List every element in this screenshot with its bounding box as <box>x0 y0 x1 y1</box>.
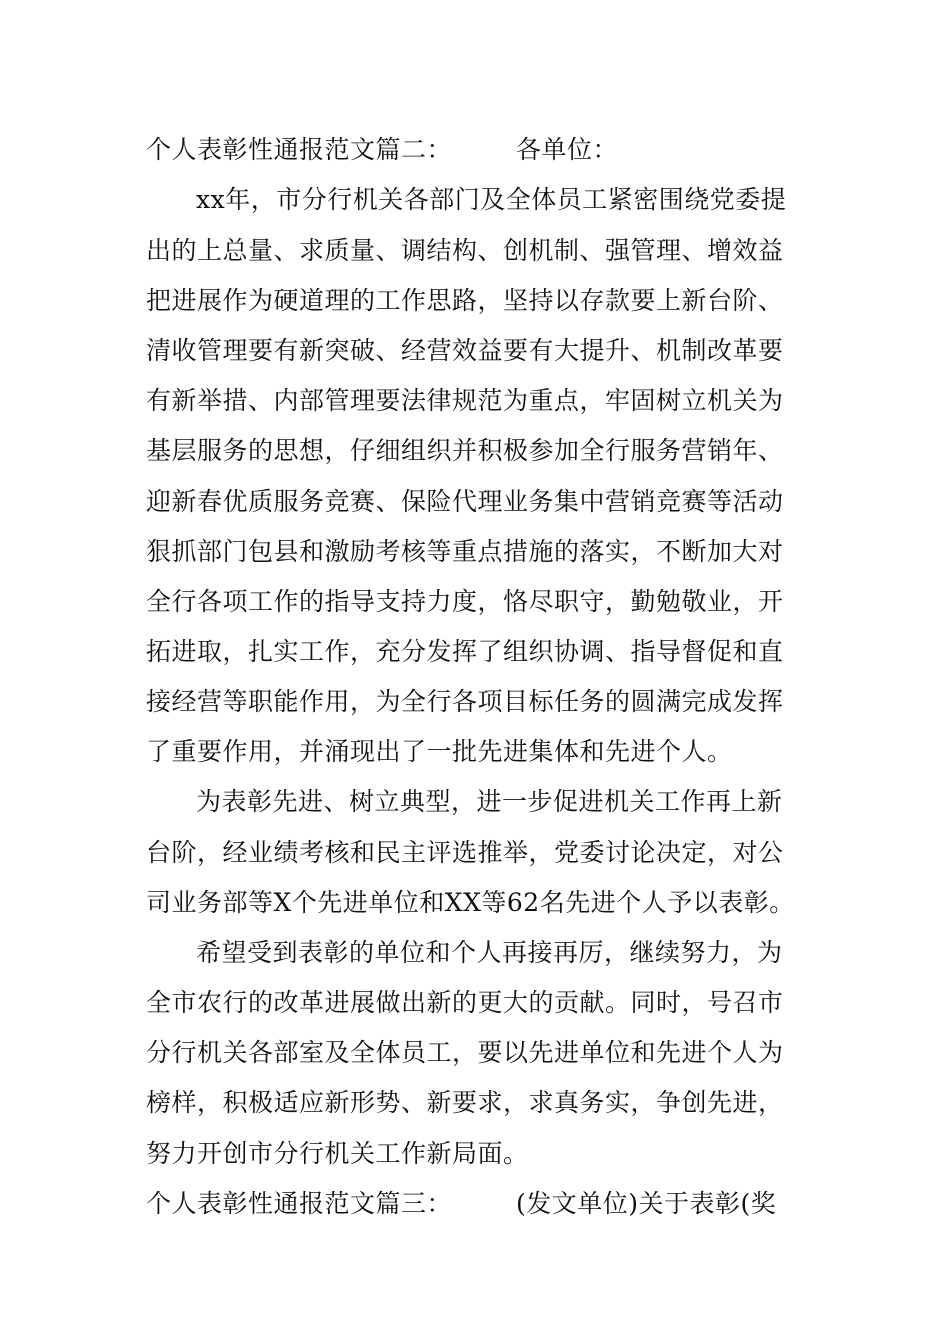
paragraph-line: 为表彰先进、树立典型，进一步促进机关工作再上新 <box>196 787 783 816</box>
section-heading-2: 个人表彰性通报范文篇二： 各单位： <box>146 135 619 164</box>
paragraph-line: xx年，市分行机关各部门及全体员工紧密围绕党委提 <box>196 185 787 214</box>
paragraph-line: 出的上总量、求质量、调结构、创机制、强管理、增效益 <box>146 236 784 265</box>
paragraph-line: 司业务部等X个先进单位和XX等62名先进个人予以表彰。 <box>146 888 795 917</box>
paragraph-line: 了重要作用，并涌现出了一批先进集体和先进个人。 <box>146 737 733 766</box>
paragraph-line: 分行机关各部室及全体员工，要以先进单位和先进个人为 <box>146 1038 784 1067</box>
paragraph-line: 榜样，积极适应新形势、新要求，求真务实，争创先进， <box>146 1088 784 1117</box>
paragraph-line: 狠抓部门包县和激励考核等重点措施的落实，不断加大对 <box>146 537 784 566</box>
paragraph-line: 拓进取，扎实工作，充分发挥了组织协调、指导督促和直 <box>146 637 784 666</box>
paragraph-line: 迎新春优质服务竞赛、保险代理业务集中营销竞赛等活动 <box>146 487 784 516</box>
paragraph-line: 基层服务的思想，仔细组织并积极参加全行服务营销年、 <box>146 436 784 465</box>
paragraph-line: 有新举措、内部管理要法律规范为重点，牢固树立机关为 <box>146 386 784 415</box>
paragraph-line: 希望受到表彰的单位和个人再接再厉，继续努力，为 <box>196 938 783 967</box>
paragraph-line: 全行各项工作的指导支持力度，恪尽职守，勤勉敬业，开 <box>146 587 784 616</box>
paragraph-line: 台阶，经业绩考核和民主评选推举，党委讨论决定，对公 <box>146 838 784 867</box>
section-heading-3: 个人表彰性通报范文篇三： (发文单位)关于表彰(奖 <box>146 1189 777 1218</box>
paragraph-line: 努力开创市分行机关工作新局面。 <box>146 1139 529 1168</box>
paragraph-line: 接经营等职能作用，为全行各项目标任务的圆满完成发挥 <box>146 687 784 716</box>
paragraph-line: 清收管理要有新突破、经营效益要有大提升、机制改革要 <box>146 336 784 365</box>
paragraph-line: 全市农行的改革进展做出新的更大的贡献。同时，号召市 <box>146 988 784 1017</box>
paragraph-line: 把进展作为硬道理的工作思路，坚持以存款要上新台阶、 <box>146 286 784 315</box>
